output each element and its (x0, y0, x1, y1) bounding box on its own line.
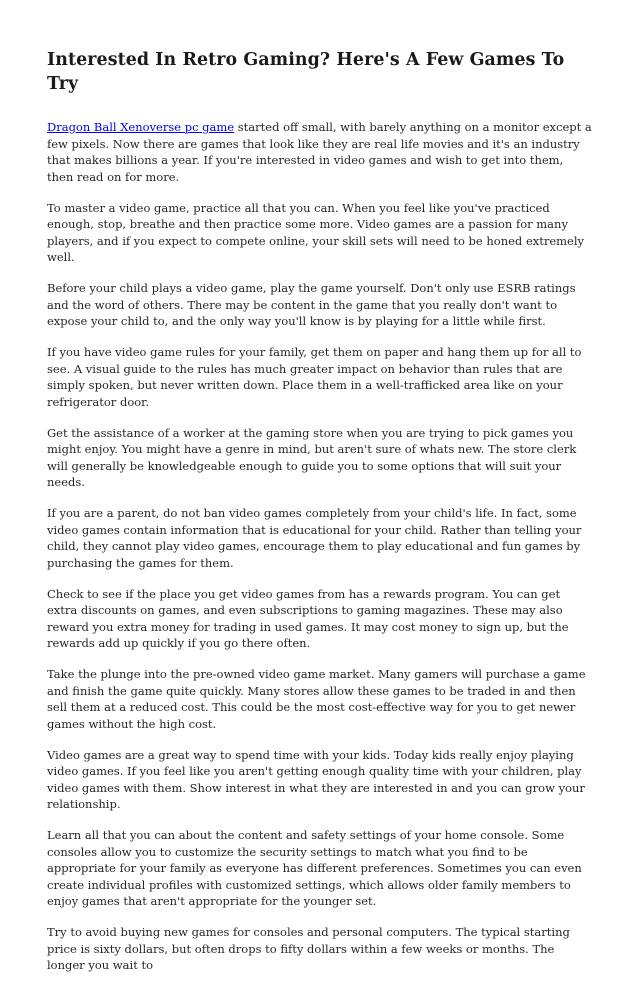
paragraph: Try to avoid buying new games for consoles and personal computers. The typical starting price is sixty dollars, but often drops to fifty dollars within a few weeks or months. The longer you wait to (47, 925, 570, 972)
paragraph: Video games are a great way to spend time with your kids. Today kids really enjoy playing video games. If you feel like you aren't getting enough quality time with your children, play video games with them. Show interest in what they are interested in and you can grow your relationship. (47, 747, 585, 811)
paragraph: Get the assistance of a worker at the gaming store when you are trying to pick games you might enjoy. You might have a genre in mind, but aren't sure of whats new. The store clerk will generally be knowledgeable enough to guide you to some options that will suit your needs. (47, 425, 577, 489)
paragraph-intro-text: started off small, with barely anything on a monitor except a few pixels. Now there are games that look like they are real life movies and it's an industry that makes billions a year. If you're interested in video games and wish to get into them, then read on for more. (47, 120, 592, 184)
paragraph: If you have video game rules for your family, get them on paper and hang them up for all to see. A visual guide to the rules has much greater impact on behavior than rules that are simply spoken, but never written down. Place them in a well-trafficked area like on your refrigerator door. (47, 345, 582, 409)
paragraph: To master a video game, practice all that you can. When you feel like you've practiced enough, stop, breathe and then practice some more. Video games are a passion for many players, and if you expect to compete online, your skill sets will need to be honed extremely well. (47, 200, 585, 264)
paragraph: If you are a parent, do not ban video games completely from your child's life. In fact, some video games contain information that is educational for your child. Rather than telling your child, they cannot play video games, encourage them to play educational and fun games by purchasing the games for them. (47, 506, 582, 570)
paragraph: Take the plunge into the pre-owned video game market. Many gamers will purchase a game and finish the game quite quickly. Many stores allow these games to be traded in and then sell them at a reduced cost. This could be the most cost-effective way for you to get newer games without the high cost. (47, 667, 586, 731)
paragraph: Learn all that you can about the content and safety settings of your home console. Some consoles allow you to customize the security settings to match what you find to be appropriate for your family as everyone has different preferences. Sometimes you can even create individual profiles with customized settings, which allows older family members to enjoy games that aren't appropriate for the younger set. (47, 828, 582, 908)
paragraph: Check to see if the place you get video games from has a rewards program. You can get extra discounts on games, and even subscriptions to gaming magazines. These may also reward you extra money for trading in used games. It may cost money to sign up, but the rewards add up quickly if you go there often. (47, 586, 569, 650)
game-link[interactable]: Dragon Ball Xenoverse pc game (47, 120, 235, 134)
page-title: Interested In Retro Gaming? Here's A Few Games To Try (47, 50, 565, 94)
paragraph-intro (47, 119, 593, 185)
paragraph: Before your child plays a video game, play the game yourself. Don't only use ESRB ratings and the word of others. There may be content in the game that you really don't want to expose your child to, and the only way you'll know is by playing for a little while first. (47, 281, 576, 328)
document-page (47, 48, 593, 988)
